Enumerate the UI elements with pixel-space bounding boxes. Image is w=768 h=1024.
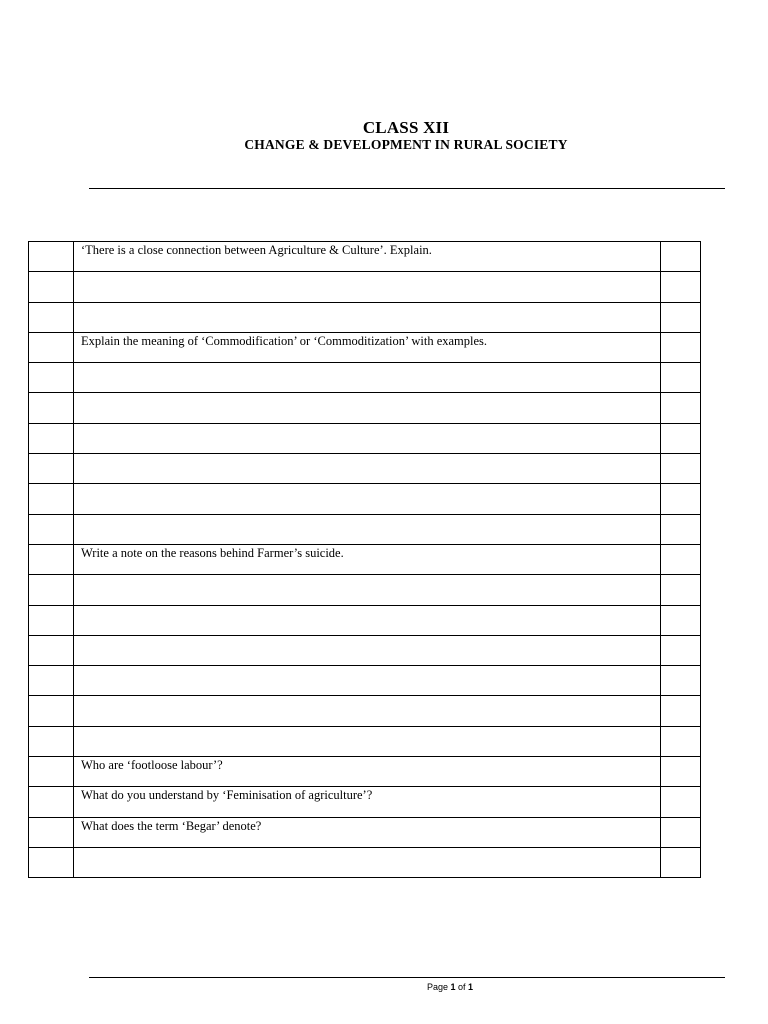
marks-cell xyxy=(661,787,701,817)
question-number-cell xyxy=(29,454,74,484)
page-current: 1 xyxy=(450,982,456,992)
question-number-cell xyxy=(29,757,74,787)
table-row xyxy=(29,393,701,423)
question-number-cell xyxy=(29,514,74,544)
question-text-cell xyxy=(74,393,661,423)
question-text-cell: ‘There is a close connection between Agriculture & Culture’. Explain. xyxy=(74,242,661,272)
question-number-cell xyxy=(29,817,74,847)
question-number-cell xyxy=(29,423,74,453)
table-row xyxy=(29,666,701,696)
table-row xyxy=(29,635,701,665)
marks-cell xyxy=(661,696,701,726)
marks-cell xyxy=(661,544,701,574)
question-number-cell xyxy=(29,242,74,272)
question-text-cell xyxy=(74,272,661,302)
question-text-cell: What do you understand by ‘Feminisation of agriculture’? xyxy=(74,787,661,817)
question-text-cell xyxy=(74,514,661,544)
question-number-cell xyxy=(29,302,74,332)
question-text-cell xyxy=(74,575,661,605)
table-row xyxy=(29,242,701,272)
question-text-cell: What does the term ‘Begar’ denote? xyxy=(74,817,661,847)
marks-cell xyxy=(661,272,701,302)
table-row xyxy=(29,575,701,605)
table-row xyxy=(29,332,701,362)
question-table-body xyxy=(29,242,701,878)
table-row xyxy=(29,272,701,302)
marks-cell xyxy=(661,666,701,696)
page-footer xyxy=(0,982,768,992)
table-row xyxy=(29,302,701,332)
question-number-cell xyxy=(29,726,74,756)
question-text-cell xyxy=(74,635,661,665)
page-of: of xyxy=(458,982,466,992)
table-row xyxy=(29,544,701,574)
question-text-cell xyxy=(74,423,661,453)
table-row xyxy=(29,605,701,635)
page-total: 1 xyxy=(468,982,474,992)
question-text-cell xyxy=(74,696,661,726)
footer-rule xyxy=(89,977,725,978)
question-text-cell xyxy=(74,484,661,514)
marks-cell xyxy=(661,817,701,847)
table-row xyxy=(29,757,701,787)
question-number-cell xyxy=(29,847,74,877)
question-number-cell xyxy=(29,363,74,393)
page-label: Page xyxy=(426,982,448,992)
question-number-cell xyxy=(29,666,74,696)
marks-cell xyxy=(661,393,701,423)
question-text-cell: Who are ‘footloose labour’? xyxy=(74,757,661,787)
table-row xyxy=(29,817,701,847)
table-row xyxy=(29,696,701,726)
table-row xyxy=(29,787,701,817)
question-number-cell xyxy=(29,544,74,574)
table-row xyxy=(29,847,701,877)
marks-cell xyxy=(661,726,701,756)
question-text-cell xyxy=(74,726,661,756)
question-text-cell xyxy=(74,302,661,332)
marks-cell xyxy=(661,847,701,877)
table-row xyxy=(29,726,701,756)
question-number-cell xyxy=(29,272,74,302)
question-text-cell xyxy=(74,605,661,635)
question-number-cell xyxy=(29,605,74,635)
question-number-cell xyxy=(29,696,74,726)
marks-cell xyxy=(661,454,701,484)
table-row xyxy=(29,454,701,484)
question-text-cell: Write a note on the reasons behind Farmer’s suicide. xyxy=(74,544,661,574)
question-number-cell xyxy=(29,635,74,665)
document-subtitle: CHANGE & DEVELOPMENT IN RURAL SOCIETY xyxy=(244,137,568,152)
marks-cell xyxy=(661,514,701,544)
marks-cell xyxy=(661,423,701,453)
marks-cell xyxy=(661,575,701,605)
marks-cell xyxy=(661,363,701,393)
table-row xyxy=(29,363,701,393)
marks-cell xyxy=(661,757,701,787)
question-number-cell xyxy=(29,787,74,817)
table-row xyxy=(29,514,701,544)
question-text-cell xyxy=(74,454,661,484)
marks-cell xyxy=(661,242,701,272)
question-number-cell xyxy=(29,575,74,605)
question-text-cell xyxy=(74,666,661,696)
question-number-cell xyxy=(29,332,74,362)
table-row xyxy=(29,423,701,453)
marks-cell xyxy=(661,332,701,362)
header-rule xyxy=(89,188,725,189)
marks-cell xyxy=(661,605,701,635)
marks-cell xyxy=(661,635,701,665)
question-text-cell xyxy=(74,847,661,877)
question-number-cell xyxy=(29,484,74,514)
question-text-cell xyxy=(74,363,661,393)
question-number-cell xyxy=(29,393,74,423)
table-row xyxy=(29,484,701,514)
marks-cell xyxy=(661,302,701,332)
question-text-cell: Explain the meaning of ‘Commodification’ or ‘Commoditization’ with examples. xyxy=(74,332,661,362)
document-title: CLASS XII xyxy=(362,118,450,137)
marks-cell xyxy=(661,484,701,514)
question-table xyxy=(28,241,701,878)
